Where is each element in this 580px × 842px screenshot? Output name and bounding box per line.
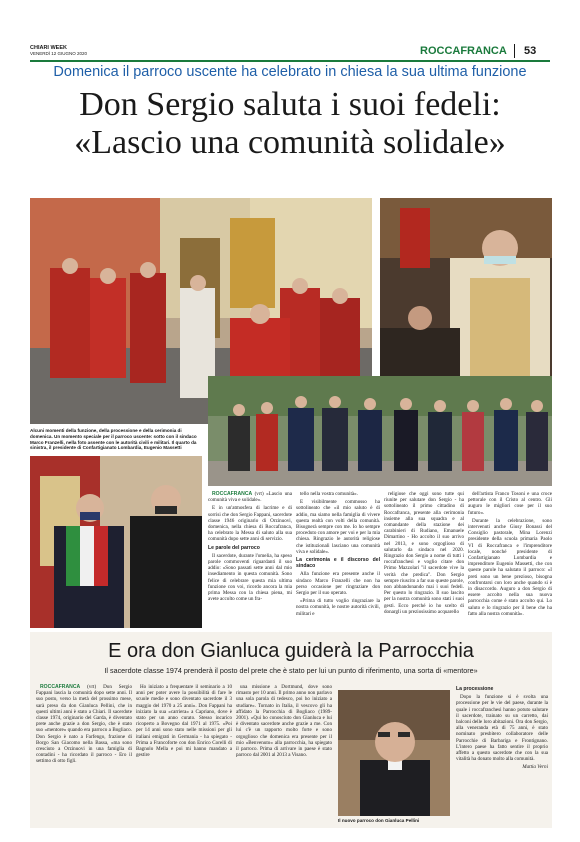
sidebar-title: E ora don Gianluca guiderà la Parrocchia [108,640,474,662]
article-col2-p4: «Prima di tutto voglio ringraziare la nostra comunità, le nostre autorità civili, militari e [296,598,380,617]
article-column-4 [468,491,552,619]
photo-mayor-priest [30,456,202,628]
masthead [30,45,87,57]
sidebar-lead-place: ROCCAFRANCA [40,684,81,690]
kicker: Domenica il parroco uscente ha celebrato in chiesa la sua ultima funzione [53,64,527,80]
new-priest-caption: Il nuovo parroco don Gianluca Pellini [338,818,420,823]
article-col1-p2: E in un'atmosfera di lacrime e di sorrisi che don Sergio Fappani, sacerdote classe 1946 originario di Orzinuovi, domenica, nella chiesa di Roccafranca, ha celebrato la Messa di saluto alla sua comunità dopo sette anni di servizio. [208,505,292,543]
sidebar-col3-text: una missione a Dortmund, dove sono rimasto per 10 anni. Il primo anno non parlavo una sola parola di tedesco, poi ho iniziato a studiare». Tornato in Italia, il vescovo gli ha affidato la Parrocchia di Bogliaco (1989-2001). «Qui ho conosciuto don Gianluca e lui è diventato sacerdote anche grazie a me. Con lui c'è un rapporto molto forte e sono orgoglioso che domenica era presente per il mio «Benvenuto» alla parrocchia, ha spiegato il parroco. Prima di arrivare in paese è stato parroco dal 2001 al 2013 a Visano. [236,684,332,759]
article-column-2 [296,491,380,619]
headline-line-2: «Lascio una comunità solidale» [74,124,506,161]
article-col4-p1: dell'artista Franco Tosoni e una croce pettorale con il Cristo al centro. Gli auguro le migliori cose per il suo futuro». [468,491,552,516]
article-lead-tag: (vrt) [254,491,264,497]
header-rule [30,60,550,62]
article-col2-p1: tello nella vostra comunità». [300,491,358,497]
article-column-1 [208,491,292,604]
article-col2-p3: Alla funzione era presente anche il sindaco Marco Franzelli che non ha perso occasione per ringraziare don Sergio per il suo operato. [296,571,380,597]
sidebar-lead-tag: (vrt) [87,684,97,690]
sidebar-col4-text: Dopo la funzione si è svolta una processione per le vie del paese, durante la quale i roccafranchesi hanno potuto salutare il sacerdote, trainato su un carretto, dai balconi delle loro abitazioni. Ora don Sergio, alla veneranda età di 75 anni, è stato nominato presbitero collaboratore delle Parrocchie di Barbariga e Frontignano. L'intero paese ha fatto sentire il proprio affetto a questo sacerdote che con la sua vitalità ha donato molto alla comunità. [456,694,548,763]
sidebar-subhead-procession: La processione [456,686,494,692]
article-subhead-priest: Le parole del parroco [208,544,260,551]
photo-caption: Alcuni momenti della funzione, della processione e della cerimonia di domenica. Un momento speciale per il parroco uscente: sotto con il sindaco Marco Franzelli, nella foto assente con le autorità civili e militari. Il quarto da sinistra, il presidente di Confartigianato Lombardia, Eugenio Massetti [30,428,197,451]
publication-name: CHIARI WEEK [30,45,67,51]
headline [30,86,550,162]
page-number: 53 [524,45,537,57]
sidebar-column-3 [236,684,332,760]
author-signature: Mattia Verni [522,764,548,771]
article-col1-p1: «Lascio una comunità viva e solidale». [208,491,292,504]
sidebar-col2-text: Ho iniziato a frequentare il seminario a 10 anni per poter avere la possibilità di fare le scuole medie e sono diventato sacerdote il 3 maggio del 1970 a 25 anni». Don Fappani ha iniziato la sua «carriera» a Capriano, dove è stato per un anno curato. Stesso incarico ricoperto a Bovegno dal 1971 al 1975. «Poi per 14 anni sono stato nelle missioni per gli italiani emigrati in Germania - ha spiegato - Prima a Francoforte con don Enrico Corelli di Bagnolo Mella e poi mi hanno mandato a gestire [136,684,232,759]
sidebar-column-1 [36,684,132,767]
article-lead-place: ROCCAFRANCA [212,491,253,497]
sidebar-column-2 [136,684,232,760]
sidebar-subtitle: Il sacerdote classe 1974 prenderà il posto del prete che è stato per lui un punto di riferimento, una sorta di «mentore» [104,666,478,675]
article-col1-p3: Il sacerdote, durante l'omelia, ha speso parole commoventi riguardanti il suo addio: «Sono passati sette anni dal mio insediamento in questa comunità. Sono felice di celebrare questa mia ultima funzione con voi, ricordo ancora la mia prima Messa con la chiesa piena, mi avete accolto come un fra- [208,552,292,603]
sidebar-col1-text: Don Sergio Fappani lascia la comunità dopo sette anni. Il suo posto, verso la metà del prossimo mese, sarà preso da don Gianluca Pellini, che in questi ultimi anni è stato a Chiari. Il sacerdote classe 1974, originario del Garda, è diventato prete anche grazie a don Sergio, che è stato suo «mentore» quando era parroco a Bogliaco. Don Sergio è nato a Farfengo, frazione di Borgo San Giacomo nella Bassa, «ma sono cresciuto a Orzinuovi in una famiglia di contadini - ha ricordato il parroco - Ero il settimo di otto figli. [36,684,132,765]
issue-date: VENERDÌ 12 GIUGNO 2020 [30,51,88,56]
header-divider [514,44,515,58]
article-col4-p2: Durante la celebrazione, sono intervenuti anche Giusy Bonassi del Consiglio pastorale, Mina Lorenzi presidente della scuola primaria Paolo VI di Roccafranca e l'imprenditore locale, nonché presidente di Confartigianato Lombardia e imprenditore Eugenio Massetti, che con queste parole ha salutato il parroco: «I preti sono un bene prezioso, bisogna confrontarsi con loro anche quando si è in disaccordo. Auguro a don Sergio di essere accolto nella sua nuova parrocchia come è stato accolto qui. Lo saluto e lo ringrazio per il bene che ha fatto alla nostra comunità». [468,517,552,617]
headline-line-1: Don Sergio saluta i suoi fedeli: [79,86,501,123]
photo-new-priest [338,690,450,816]
section-name: ROCCAFRANCA [420,45,507,57]
article-col2-p2: E visibilmente commosso ha sottolineato che «il mio saluto è di addio, ma siamo nella famiglia di vivere questa realtà con volti della comunità. Bisognerà sempre con me. Io ho sempre proceduto con amore per voi e per la mia chiesa. Ringrazio le autorità religiose che istituzionali lasciano una comunità viva e solidale». [296,499,380,555]
article-column-3 [384,491,464,617]
article-subhead-mayor: La cerimonia e il discorso del sindaco [296,557,380,570]
photo-officials [208,376,552,486]
article-col3-p1: religiose che oggi sono tutte qui riunite per salutare don Sergio - ha sottolineato il primo cittadino di Roccafranca, presente alla cerimonia insieme alla sua squadra e al comandante della stazione dei carabinieri di Rudiano, Emanuele Dimartino - Ho accolto il suo arrivo nel 2013, e sono orgoglioso di salutarlo da sindaco nel 2020. Ringrazio don Sergio a nome di tutti i roccafranchesi e voglio citare don Primo Mazzolari "il sacerdote vive la verità che predica". Don Sergio sempre riuscito a far suo queste parole, non abbandonando mai i suoi fedeli. Per questo lo ringrazio. Il suo lascito per la nostra comunità sono stati i suoi gesti. Ecco perché io ho scelto di donargli un preziosissimo acquarello [384,491,464,615]
sidebar-column-4 [456,684,548,773]
